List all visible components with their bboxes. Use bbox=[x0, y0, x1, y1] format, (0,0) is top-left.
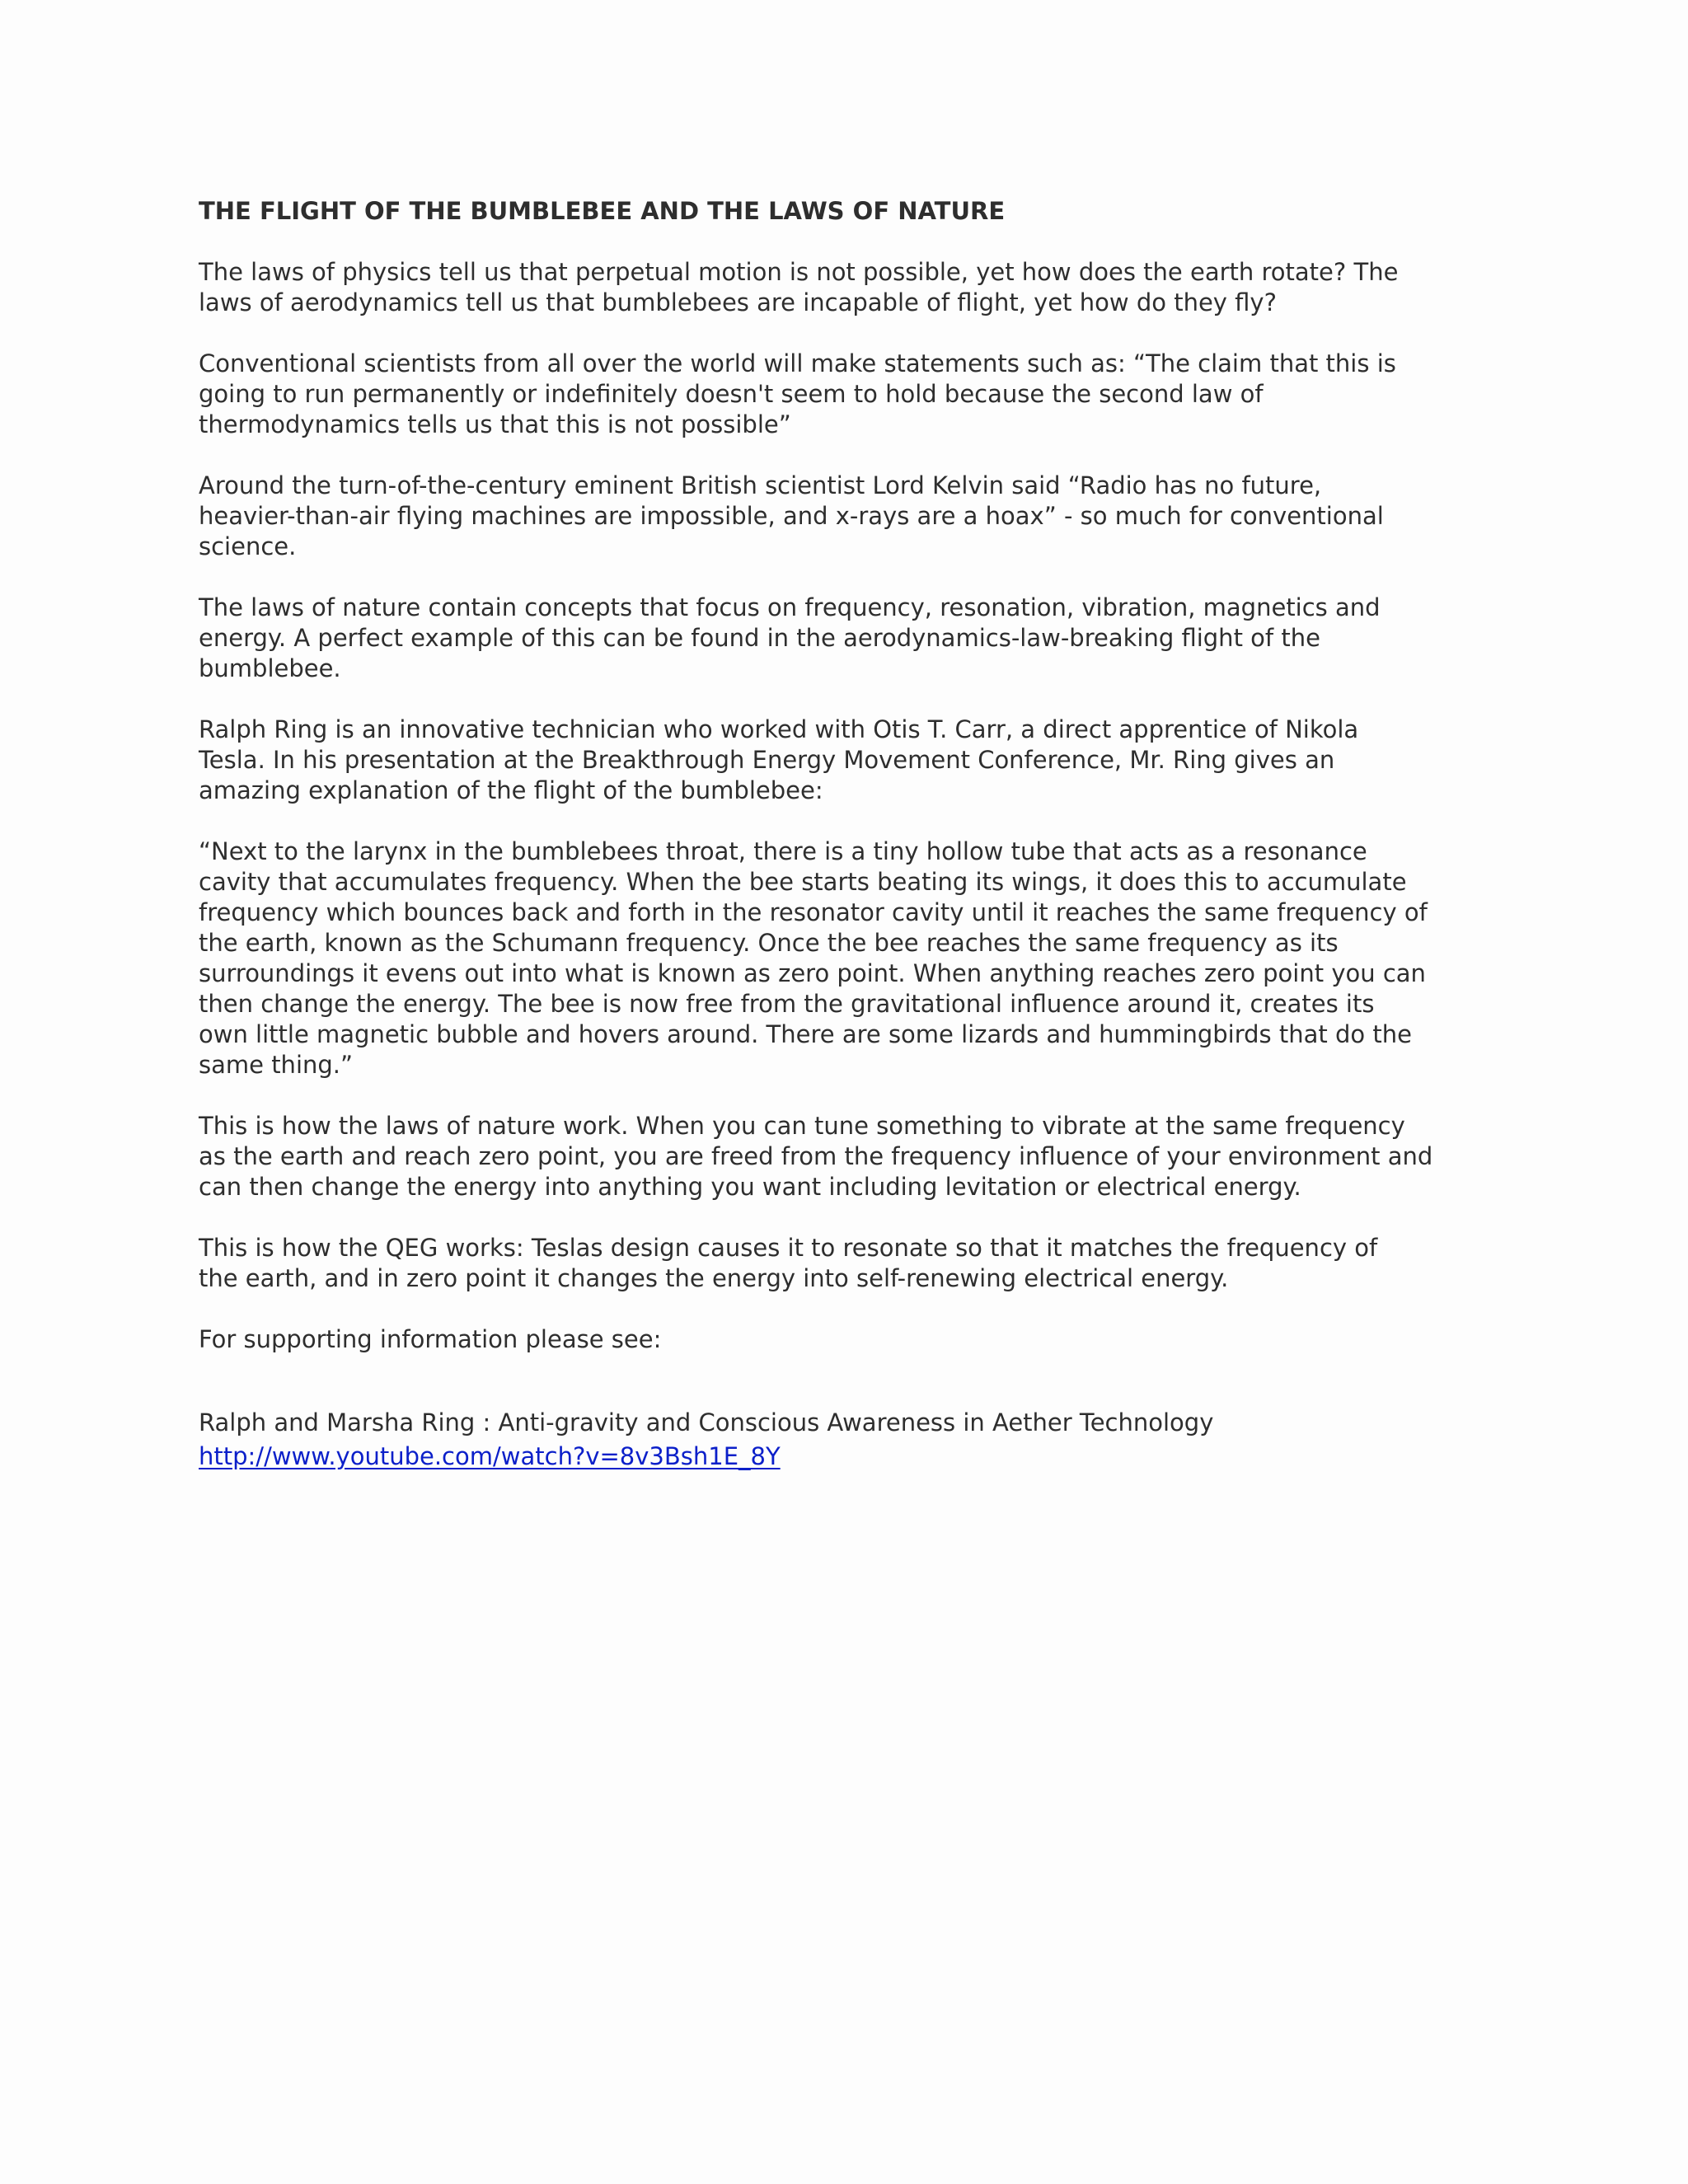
paragraph-line: The laws of nature contain concepts that focus on frequency, resonation, vibration, magnetics and bbox=[199, 593, 1381, 621]
paragraph-line: amazing explanation of the flight of the bumblebee: bbox=[199, 776, 823, 804]
paragraph-quote bbox=[199, 837, 1501, 1080]
paragraph-line: the earth, known as the Schumann frequency. Once the bee reaches the same frequency as its bbox=[199, 929, 1339, 957]
reference-link[interactable]: http://www.youtube.com/watch?v=8v3Bsh1E_8Y bbox=[199, 1442, 781, 1470]
paragraph-line: thermodynamics tells us that this is not possible” bbox=[199, 410, 791, 438]
paragraph-line: energy. A perfect example of this can be found in the aerodynamics-law-breaking flight of the bbox=[199, 624, 1320, 652]
paragraph-line: This is how the QEG works: Teslas design causes it to resonate so that it matches the frequency of bbox=[199, 1234, 1378, 1262]
paragraph-line: own little magnetic bubble and hovers around. There are some lizards and hummingbirds that do the bbox=[199, 1020, 1412, 1048]
paragraph-7 bbox=[199, 1111, 1501, 1202]
paragraph-line: frequency which bounces back and forth in the resonator cavity until it reaches the same frequency of bbox=[199, 898, 1428, 926]
paragraph-line: the earth, and in zero point it changes the energy into self-renewing electrical energy. bbox=[199, 1264, 1229, 1292]
paragraph-2 bbox=[199, 349, 1501, 440]
document-page bbox=[199, 196, 1501, 1472]
paragraph-line: science. bbox=[199, 532, 297, 560]
paragraph-line: Tesla. In his presentation at the Breakthrough Energy Movement Conference, Mr. Ring gives an bbox=[199, 746, 1335, 774]
paragraph-line: same thing.” bbox=[199, 1051, 354, 1079]
paragraph-line: as the earth and reach zero point, you are freed from the frequency influence of your environment and bbox=[199, 1142, 1433, 1170]
paragraph-line: Ralph Ring is an innovative technician who worked with Otis T. Carr, a direct apprentice of Nikola bbox=[199, 715, 1359, 743]
paragraph-8 bbox=[199, 1233, 1501, 1294]
paragraph-line: Around the turn-of-the-century eminent British scientist Lord Kelvin said “Radio has no future, bbox=[199, 471, 1322, 499]
reference-title: Ralph and Marsha Ring : Anti-gravity and Conscious Awareness in Aether Technology bbox=[199, 1408, 1214, 1436]
paragraph-line: bumblebee. bbox=[199, 654, 341, 682]
paragraph-5 bbox=[199, 715, 1501, 806]
paragraph-line: Conventional scientists from all over the world will make statements such as: “The claim that this is bbox=[199, 349, 1396, 377]
paragraph-line: cavity that accumulates frequency. When the bee starts beating its wings, it does this to accumulate bbox=[199, 868, 1407, 896]
paragraph-line: going to run permanently or indefinitely doesn't seem to hold because the second law of bbox=[199, 380, 1264, 408]
paragraph-1 bbox=[199, 257, 1501, 318]
paragraph-line: surroundings it evens out into what is known as zero point. When anything reaches zero point you can bbox=[199, 959, 1426, 987]
paragraph-line: heavier-than-air flying machines are impossible, and x-rays are a hoax” - so much for conventional bbox=[199, 502, 1384, 530]
paragraph-4 bbox=[199, 593, 1501, 684]
supporting-info-text: For supporting information please see: bbox=[199, 1325, 662, 1353]
paragraph-line: laws of aerodynamics tell us that bumblebees are incapable of flight, yet how do they fly? bbox=[199, 288, 1277, 316]
paragraph-line: “Next to the larynx in the bumblebees throat, there is a tiny hollow tube that acts as a resonance bbox=[199, 837, 1367, 865]
paragraph-line: then change the energy. The bee is now free from the gravitational influence around it, creates its bbox=[199, 990, 1375, 1018]
paragraph-line: can then change the energy into anything you want including levitation or electrical energy. bbox=[199, 1173, 1301, 1201]
paragraph-line: The laws of physics tell us that perpetual motion is not possible, yet how does the earth rotate? The bbox=[199, 258, 1399, 286]
paragraph-3 bbox=[199, 471, 1501, 562]
paragraph-line: This is how the laws of nature work. When you can tune something to vibrate at the same frequency bbox=[199, 1112, 1405, 1140]
document-title: THE FLIGHT OF THE BUMBLEBEE AND THE LAWS OF NATURE bbox=[199, 197, 1006, 225]
